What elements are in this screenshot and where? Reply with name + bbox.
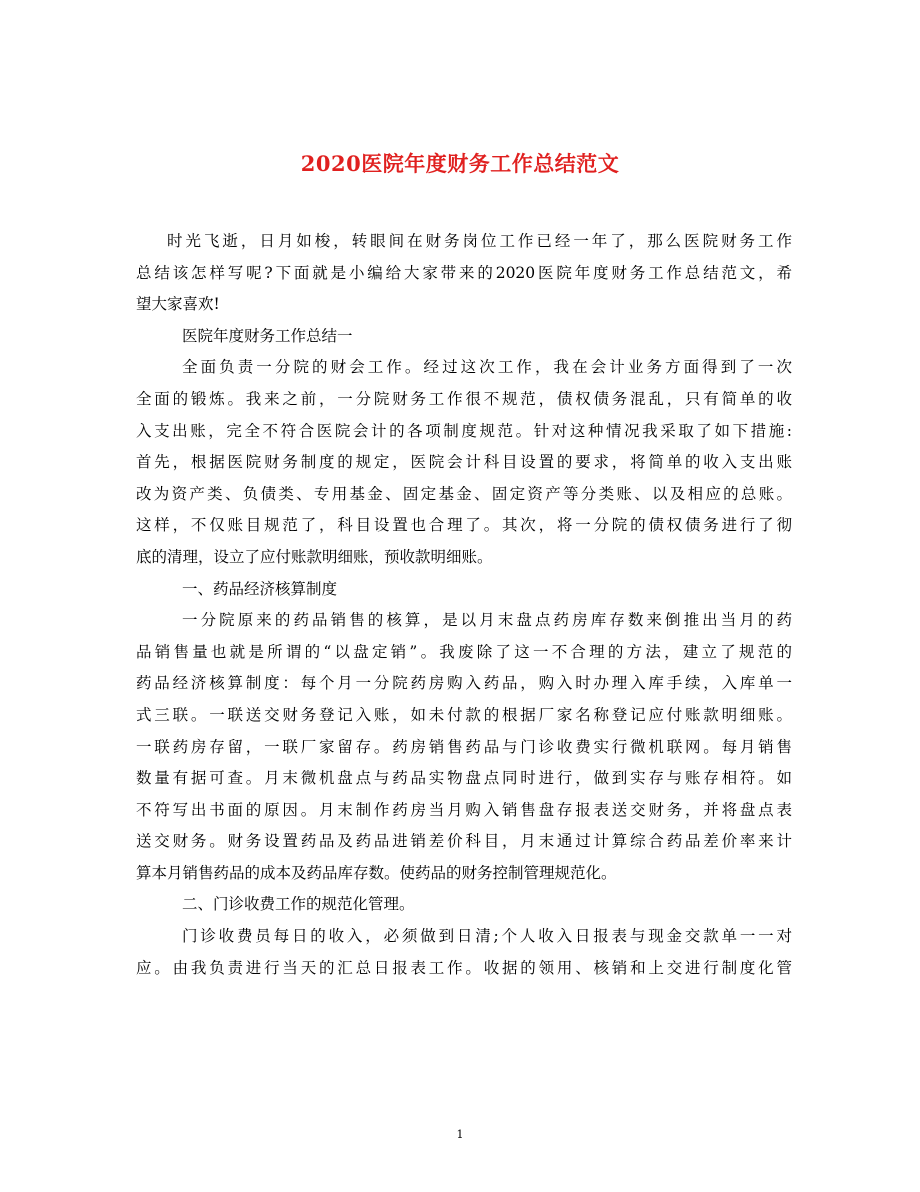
paragraph-line: 数量有据可查。月末微机盘点与药品实物盘点同时进行，做到实存与账存相符。如 (136, 769, 792, 788)
paragraph-line: 底的清理，设立了应付账款明细账，预收款明细账。 (136, 547, 493, 566)
section-heading: 二、门诊收费工作的规范化管理。 (182, 895, 415, 914)
paragraph-line: 入支出账，完全不符合医院会计的各项制度规范。针对这种情况我采取了如下措施: (136, 421, 792, 440)
paragraph-line: 一联药房存留，一联厂家留存。药房销售药品与门诊收费实行微机联网。每月销售 (136, 737, 792, 756)
paragraph-line: 药品经济核算制度：每个月一分院药房购入药品，购入时办理入库手续，入库单一 (136, 674, 792, 693)
paragraph-line: 时光飞逝，日月如梭，转眼间在财务岗位工作已经一年了，那么医院财务工作 (167, 232, 792, 250)
paragraph-line: 不符写出书面的原因。月末制作药房当月购入销售盘存报表送交财务，并将盘点表 (136, 800, 792, 819)
paragraph-line: 式三联。一联送交财务登记入账，如未付款的根据厂家名称登记应付账款明细账。 (136, 705, 792, 724)
paragraph-line: 门诊收费员每日的收入，必须做到日清;个人收入日报表与现金交款单一一对 (182, 927, 792, 946)
paragraph-line: 一分院原来的药品销售的核算，是以月末盘点药房库存数来倒推出当月的药 (182, 611, 792, 630)
paragraph-line: 品销售量也就是所谓的“以盘定销”。我废除了这一不合理的方法，建立了规范的 (136, 642, 792, 661)
paragraph-line: 送交财务。财务设置药品及药品进销差价科目，月末通过计算综合药品差价率来计 (136, 832, 792, 851)
paragraph-line: 改为资产类、负债类、专用基金、固定基金、固定资产等分类账、以及相应的总账。 (136, 484, 792, 503)
paragraph-line: 全面负责一分院的财会工作。经过这次工作，我在会计业务方面得到了一次 (182, 358, 792, 377)
section-heading: 医院年度财务工作总结一 (182, 326, 353, 345)
paragraph-line: 总结该怎样写呢?下面就是小编给大家带来的2020医院年度财务工作总结范文，希 (136, 263, 792, 282)
section-heading: 一、药品经济核算制度 (182, 579, 338, 598)
document-body (136, 226, 792, 984)
paragraph-line: 首先，根据医院财务制度的规定，医院会计科目设置的要求，将简单的收入支出账 (136, 453, 792, 472)
paragraph-line: 这样，不仅账目规范了，科目设置也合理了。其次，将一分院的债权债务进行了彻 (136, 516, 792, 535)
paragraph-line: 望大家喜欢! (136, 295, 220, 314)
paragraph-line: 全面的锻炼。我来之前，一分院财务工作很不规范，债权债务混乱，只有简单的收 (136, 389, 792, 408)
paragraph-line: 算本月销售药品的成本及药品库存数。使药品的财务控制管理规范化。 (136, 863, 617, 882)
page-number: 1 (456, 1128, 464, 1141)
document-title: 2020医院年度财务工作总结范文 (300, 151, 620, 176)
paragraph-line: 应。由我负责进行当天的汇总日报表工作。收据的领用、核销和上交进行制度化管 (136, 958, 792, 977)
